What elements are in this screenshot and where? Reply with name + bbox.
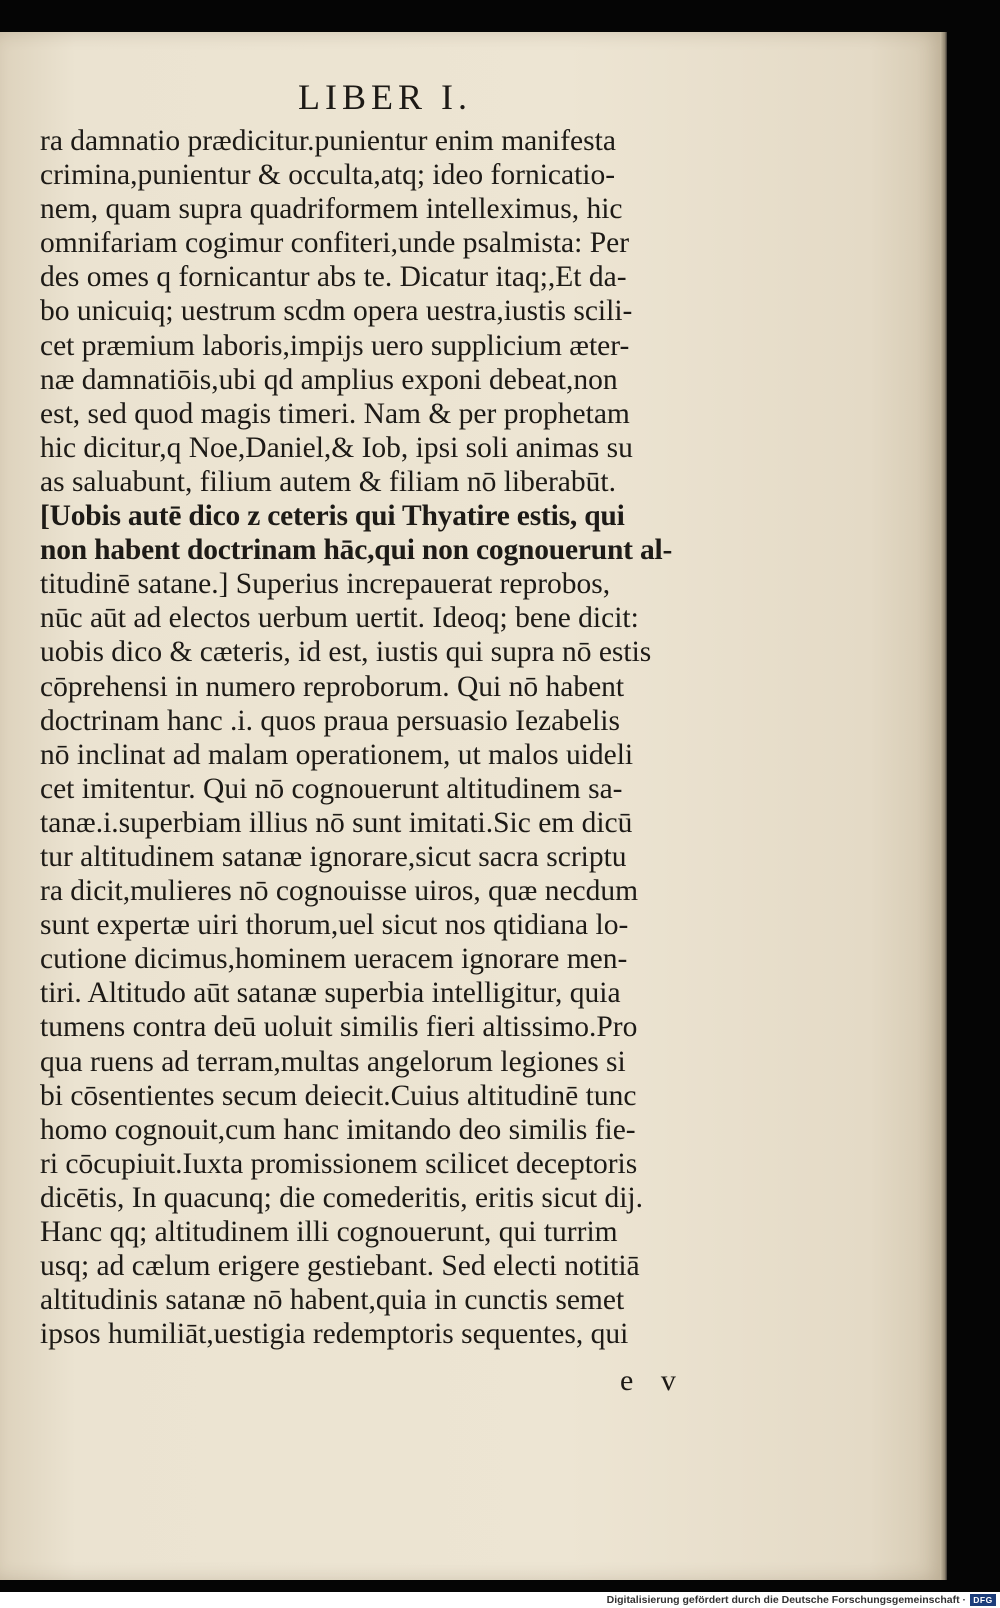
text-line: tanæ.i.superbiam illius nō sunt imitati.Sic em dicū [40,806,633,839]
text-line: titudinē satane.] Superius increpauerat reprobos, [40,568,611,601]
page-edge [940,32,947,1580]
text-line: as saluabunt, filium autem & filiam nō liberabūt. [40,465,616,498]
text-line: doctrinam hanc .i. quos praua persuasio Iezabelis [40,704,620,737]
text-line: tur altitudinem satanæ ignorare,sicut sacra scriptu [40,840,627,873]
text-line: bo unicuiq; uestrum scdm opera uestra,iustis scili- [40,295,633,328]
text-line: cutione dicimus,hominem ueracem ignorare men- [40,943,628,976]
text-line: nūc aūt ad electos uerbum uertit. Ideoq; bene dicit: [40,602,639,635]
lemma-line: non habent doctrinam hāc,qui non cognouerunt al- [40,534,673,567]
text-line: qua ruens ad terram,multas angelorum legiones si [40,1045,626,1078]
footer-credit: Digitalisierung gefördert durch die Deutsche Forschungsgemeinschaft · [606,1594,966,1606]
text-line: nō inclinat ad malam operationem, ut malos uideli [40,738,634,771]
text-line: ipsos humiliāt,uestigia redemptoris sequentes, qui [40,1318,629,1351]
text-block [40,124,770,1351]
text-line: sunt expertæ uiri thorum,uel sicut nos qtidiana lo- [40,909,629,942]
text-line: nem, quam supra quadriformem intelleximus, hic [40,193,623,226]
text-line: ri cōcupiuit.Iuxta promissionem scilicet deceptoris [40,1147,638,1180]
text-line: des omes q fornicantur abs te. Dicatur itaq;,Et da- [40,261,627,294]
text-line: usq; ad cælum erigere gestiebant. Sed electi notitiā [40,1250,640,1283]
dfg-logo-icon: DFG [970,1594,996,1606]
text-line: homo cognouit,cum hanc imitando deo similis fie- [40,1113,636,1146]
text-line: omnifariam cogimur confiteri,unde psalmista: Per [40,227,630,260]
running-head: LIBER I. [298,77,472,117]
text-line: est, sed quod magis timeri. Nam & per prophetam [40,397,630,430]
text-line: næ damnatiōis,ubi qd amplius exponi debeat,non [40,363,618,396]
text-line: tiri. Altitudo aūt satanæ superbia intelligitur, quia [40,977,621,1010]
text-line: bi cōsentientes secum deiecit.Cuius altitudinē tunc [40,1079,637,1112]
text-line: crimina,punientur & occulta,atq; ideo fornicatio- [40,159,616,192]
text-line: cet imitentur. Qui nō cognouerunt altitudinem sa- [40,772,623,805]
text-line: Hanc qq; altitudinem illi cognouerunt, qui turrim [40,1216,618,1248]
text-line: cōprehensi in numero reproborum. Qui nō habent [40,670,625,703]
signature-mark: e v [620,1364,686,1397]
text-line: tumens contra deū uoluit similis fieri altissimo.Pro [40,1011,638,1044]
text-line: uobis dico & cæteris, id est, iustis qui supra nō estis [40,636,652,669]
lemma-line: [Uobis autē dico z ceteris qui Thyatire estis, qui [40,500,625,533]
text-line: hic dicitur,q Noe,Daniel,& Iob, ipsi soli animas su [40,431,633,464]
text-line: altitudinis satanæ nō habent,quia in cunctis semet [40,1284,625,1317]
text-line: ra damnatio prædicitur.punientur enim manifesta [40,125,616,157]
footer-bar [0,1592,1000,1608]
text-line: cet præmium laboris,impijs uero supplicium æter- [40,329,630,362]
text-line: ra dicit,mulieres nō cognouisse uiros, quæ necdum [40,875,639,908]
text-line: dicētis, In quacunq; die comederitis, eritis sicut dij. [40,1181,643,1214]
